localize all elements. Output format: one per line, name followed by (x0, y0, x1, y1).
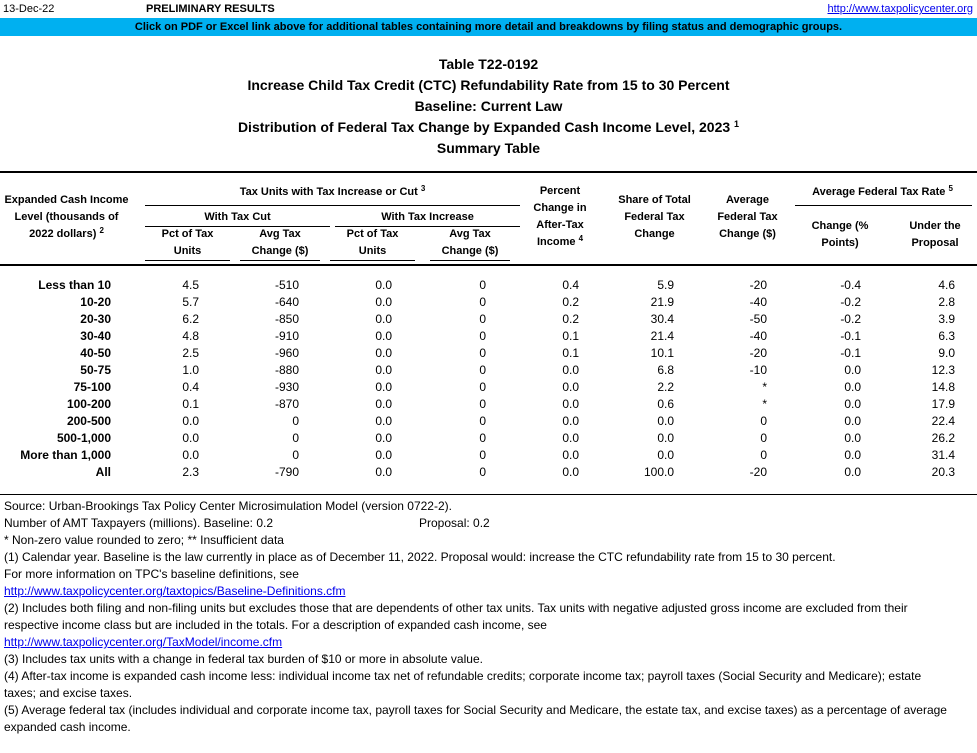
note-5a: (5) Average federal tax (includes individual and corporate income tax, payroll taxes for Social Security and Medicare, the estate tax, and excise taxes) as a percentage of average (4, 703, 947, 717)
distribution-title-text: Distribution of Federal Tax Change by Expanded Cash Income Level, 2023 (237, 119, 731, 135)
rate-change-header (800, 218, 880, 252)
rate-change-cell: -0.2 (840, 312, 861, 326)
income-level-cell: 40-50 (80, 346, 111, 360)
rate-change-cell: 0.0 (844, 380, 861, 394)
inc-avg-cell: 0 (479, 363, 486, 377)
table-id: Table T22-0192 (438, 56, 539, 72)
after-tax-cell: 0.0 (562, 363, 579, 377)
rate-under-cell: 2.8 (938, 295, 955, 309)
cut-pct-header (145, 226, 230, 260)
cut-avg-underline (240, 260, 320, 261)
amt-proposal: Proposal: 0.2 (419, 516, 490, 530)
after-tax-cell: 0.0 (562, 448, 579, 462)
after-tax-cell: 0.1 (562, 329, 579, 343)
avg-change-cell: * (762, 380, 767, 394)
rate-under-cell: 9.0 (938, 346, 955, 360)
inc-pct-cell: 0.0 (375, 329, 392, 343)
table-row (0, 345, 977, 362)
table-row (0, 311, 977, 328)
baseline-info: For more information on TPC's baseline definitions, see (4, 567, 299, 581)
avg-rate-group-note: 5 (948, 184, 953, 193)
footnotes (4, 498, 974, 736)
income-header-note: 2 (99, 226, 104, 235)
inc-avg-cell: 0 (479, 431, 486, 445)
table-row (0, 396, 977, 413)
share-cell: 30.4 (650, 312, 674, 326)
rate-under-cell: 26.2 (931, 431, 955, 445)
inc-pct-cell: 0.0 (375, 363, 392, 377)
cut-avg-line2: Change ($) (251, 245, 309, 257)
cut-avg-cell: -510 (274, 278, 299, 292)
avg-change-cell: -40 (749, 329, 767, 343)
avg-change-cell: -10 (749, 363, 767, 377)
share-cell: 10.1 (650, 346, 674, 360)
inc-avg-line1: Avg Tax (449, 228, 491, 240)
inc-pct-cell: 0.0 (375, 465, 392, 479)
cut-avg-cell: 0 (292, 431, 299, 445)
table-row (0, 430, 977, 447)
rate-under-header (895, 218, 975, 252)
rate-change-cell: -0.4 (840, 278, 861, 292)
after-tax-line1: Percent (539, 185, 581, 197)
after-tax-header (525, 183, 595, 251)
note-4b: taxes; and excise taxes. (4, 686, 133, 700)
rate-change-cell: 0.0 (844, 414, 861, 428)
inc-avg-cell: 0 (479, 329, 486, 343)
cut-pct-line2: Units (173, 245, 202, 257)
cut-avg-line1: Avg Tax (259, 228, 301, 240)
inc-pct-cell: 0.0 (375, 295, 392, 309)
inc-avg-header (430, 226, 510, 260)
note-1: (1) Calendar year. Baseline is the law currently in place as of December 11, 2022. Proposal would: increase the CTC refundability rate from 15 to 30 percent. (4, 550, 836, 564)
rate-change-cell: -0.1 (840, 346, 861, 360)
avg-change-cell: * (762, 397, 767, 411)
avg-change-cell: -40 (749, 295, 767, 309)
inc-avg-cell: 0 (479, 346, 486, 360)
share-line3: Change (634, 228, 675, 240)
rate-change-line1: Change (% (811, 220, 869, 232)
distribution-title-note: 1 (734, 119, 740, 129)
after-tax-line2: Change in (533, 202, 587, 214)
inc-avg-cell: 0 (479, 414, 486, 428)
income-level-cell: 200-500 (66, 414, 111, 428)
income-level-cell: 75-100 (73, 380, 111, 394)
cut-avg-cell: -850 (274, 312, 299, 326)
tax-units-group-header (145, 184, 520, 201)
rate-change-cell: -0.1 (840, 329, 861, 343)
share-cell: 0.0 (657, 431, 674, 445)
baseline-title: Baseline: Current Law (414, 98, 563, 114)
after-tax-cell: 0.0 (562, 414, 579, 428)
table-row (0, 464, 977, 481)
cut-avg-cell: -910 (274, 329, 299, 343)
share-cell: 0.6 (657, 397, 674, 411)
after-tax-cell: 0.4 (562, 278, 579, 292)
cut-pct-cell: 1.0 (182, 363, 199, 377)
share-cell: 21.9 (650, 295, 674, 309)
cut-avg-cell: -640 (274, 295, 299, 309)
inc-pct-cell: 0.0 (375, 278, 392, 292)
note-2a: (2) Includes both filing and non-filing units but excludes those that are dependents of other tax units. Tax units with negative adjusted gross income are excluded from their (4, 601, 908, 615)
avg-change-cell: -20 (749, 465, 767, 479)
share-line1: Share of Total (618, 194, 691, 206)
inc-avg-line2: Change ($) (441, 245, 499, 257)
rate-under-line2: Proposal (911, 237, 959, 249)
cut-avg-cell: 0 (292, 414, 299, 428)
table-row (0, 328, 977, 345)
cut-avg-cell: -790 (274, 465, 299, 479)
top-bar (0, 0, 977, 18)
table-title: Increase Child Tax Credit (CTC) Refundability Rate from 15 to 30 Percent (247, 77, 730, 93)
header-top-rule (0, 171, 977, 173)
note-3: (3) Includes tax units with a change in federal tax burden of $10 or more in absolute value. (4, 652, 483, 666)
income-level-cell: 30-40 (80, 329, 111, 343)
inc-avg-cell: 0 (479, 380, 486, 394)
table-titles (0, 54, 977, 159)
cut-pct-cell: 4.8 (182, 329, 199, 343)
cut-pct-cell: 2.3 (182, 465, 199, 479)
cut-avg-cell: -960 (274, 346, 299, 360)
note-5b: expanded cash income. (4, 720, 131, 734)
inc-pct-line1: Pct of Tax (346, 228, 399, 240)
share-cell: 6.8 (657, 363, 674, 377)
rate-under-cell: 4.6 (938, 278, 955, 292)
after-tax-cell: 0.0 (562, 465, 579, 479)
share-cell: 21.4 (650, 329, 674, 343)
cut-avg-cell: -930 (274, 380, 299, 394)
distribution-title (0, 117, 977, 138)
after-tax-note: 4 (578, 234, 584, 243)
tax-units-group-note: 3 (420, 184, 426, 193)
rate-under-cell: 6.3 (938, 329, 955, 343)
after-tax-cell: 0.0 (562, 397, 579, 411)
share-header (607, 192, 702, 243)
rate-under-cell: 12.3 (931, 363, 955, 377)
inc-avg-cell: 0 (479, 312, 486, 326)
cut-pct-cell: 0.0 (182, 431, 199, 445)
tax-units-underline (145, 205, 520, 206)
income-level-cell: All (95, 465, 111, 479)
cut-avg-header (240, 226, 320, 260)
cut-avg-cell: -870 (274, 397, 299, 411)
after-tax-line4 (525, 234, 595, 251)
cut-pct-line1: Pct of Tax (161, 228, 214, 240)
inc-pct-underline (330, 260, 415, 261)
rate-change-cell: 0.0 (844, 431, 861, 445)
income-level-cell: 20-30 (80, 312, 111, 326)
inc-avg-cell: 0 (479, 397, 486, 411)
avg-change-cell: -50 (749, 312, 767, 326)
after-tax-line4-text: Income (536, 236, 576, 248)
rate-change-cell: 0.0 (844, 363, 861, 377)
inc-pct-line2: Units (358, 245, 387, 257)
rate-change-cell: 0.0 (844, 465, 861, 479)
table-bottom-rule (0, 494, 977, 495)
inc-pct-cell: 0.0 (375, 397, 392, 411)
rate-under-cell: 3.9 (938, 312, 955, 326)
rate-under-cell: 20.3 (931, 465, 955, 479)
tpc-link[interactable]: http://www.taxpolicycenter.org (827, 3, 973, 15)
income-level-cell: 50-75 (80, 363, 111, 377)
rate-under-cell: 14.8 (931, 380, 955, 394)
share-cell: 2.2 (657, 380, 674, 394)
avg-change-cell: -20 (749, 346, 767, 360)
avg-change-line3: Change ($) (719, 228, 776, 240)
with-tax-cut-header: With Tax Cut (204, 211, 271, 223)
income-header-line1: Expanded Cash Income (4, 194, 129, 206)
inc-pct-cell: 0.0 (375, 414, 392, 428)
tax-units-group-text: Tax Units with Tax Increase or Cut (239, 186, 418, 198)
report-date: 13-Dec-22 (3, 3, 55, 15)
rate-under-cell: 17.9 (931, 397, 955, 411)
table-row (0, 413, 977, 430)
amt-line (4, 515, 974, 532)
cut-avg-cell: 0 (292, 448, 299, 462)
rate-under-cell: 31.4 (931, 448, 955, 462)
avg-change-header (710, 192, 785, 243)
info-banner: Click on PDF or Excel link above for additional tables containing more detail and breakdowns by filing status and demographic groups. (0, 18, 977, 36)
cut-pct-cell: 4.5 (182, 278, 199, 292)
source-note: Source: Urban-Brookings Tax Policy Center Microsimulation Model (version 0722-2). (4, 499, 452, 513)
data-table (0, 277, 977, 481)
share-cell: 100.0 (643, 465, 674, 479)
rate-change-cell: 0.0 (844, 397, 861, 411)
cut-pct-cell: 0.0 (182, 448, 199, 462)
table-row (0, 277, 977, 294)
avg-change-cell: -20 (749, 278, 767, 292)
cut-pct-cell: 6.2 (182, 312, 199, 326)
inc-avg-cell: 0 (479, 465, 486, 479)
income-header-line3 (0, 226, 133, 243)
after-tax-cell: 0.1 (562, 346, 579, 360)
after-tax-cell: 0.2 (562, 312, 579, 326)
header-bottom-rule (0, 264, 977, 266)
inc-pct-cell: 0.0 (375, 431, 392, 445)
income-level-cell: Less than 10 (38, 278, 111, 292)
cut-pct-underline (145, 260, 230, 261)
income-header-line2: Level (thousands of (14, 211, 119, 223)
avg-rate-group-text: Average Federal Tax Rate (812, 186, 946, 198)
note-2b: respective income class but are included in the totals. For a description of expanded cash income, see (4, 618, 547, 632)
income-level-cell: 100-200 (66, 397, 111, 411)
income-header-line3-text: 2022 dollars) (29, 228, 97, 240)
summary-title: Summary Table (436, 140, 541, 156)
note-4a: (4) After-tax income is expanded cash income less: individual income tax net of refundable credits; corporate income tax; payroll taxes (Social Security and Medicare); estate (4, 669, 922, 683)
rate-under-line1: Under the (909, 220, 961, 232)
preliminary-label: PRELIMINARY RESULTS (146, 3, 275, 15)
after-tax-cell: 0.0 (562, 380, 579, 394)
inc-avg-cell: 0 (479, 448, 486, 462)
rate-change-cell: 0.0 (844, 448, 861, 462)
income-level-cell: 10-20 (80, 295, 111, 309)
income-level-cell: 500-1,000 (56, 431, 111, 445)
after-tax-line3: After-Tax (536, 219, 584, 231)
inc-avg-cell: 0 (479, 278, 486, 292)
share-cell: 0.0 (657, 448, 674, 462)
avg-rate-group-header (795, 184, 970, 201)
cut-pct-cell: 5.7 (182, 295, 199, 309)
avg-rate-underline (795, 205, 972, 206)
avg-change-line2: Federal Tax (717, 211, 778, 223)
after-tax-cell: 0.2 (562, 295, 579, 309)
with-tax-increase-header: With Tax Increase (381, 211, 474, 223)
rate-change-cell: -0.2 (840, 295, 861, 309)
avg-change-cell: 0 (760, 431, 767, 445)
inc-pct-cell: 0.0 (375, 346, 392, 360)
after-tax-cell: 0.0 (562, 431, 579, 445)
nonzero-note: * Non-zero value rounded to zero; ** Insufficient data (4, 533, 284, 547)
table-row (0, 379, 977, 396)
inc-avg-underline (430, 260, 510, 261)
baseline-definitions-link[interactable]: http://www.taxpolicycenter.org/taxtopics/Baseline-Definitions.cfm (4, 584, 346, 598)
cut-pct-cell: 0.0 (182, 414, 199, 428)
inc-pct-cell: 0.0 (375, 380, 392, 394)
avg-change-cell: 0 (760, 414, 767, 428)
inc-pct-header (330, 226, 415, 260)
avg-change-cell: 0 (760, 448, 767, 462)
rate-change-line2: Points) (821, 237, 859, 249)
share-cell: 5.9 (657, 278, 674, 292)
cut-pct-cell: 0.4 (182, 380, 199, 394)
inc-pct-cell: 0.0 (375, 312, 392, 326)
income-definition-link[interactable]: http://www.taxpolicycenter.org/TaxModel/income.cfm (4, 635, 283, 649)
income-level-header (0, 192, 133, 243)
amt-baseline: Number of AMT Taxpayers (millions). Baseline: 0.2 (4, 516, 273, 530)
table-row (0, 294, 977, 311)
inc-pct-cell: 0.0 (375, 448, 392, 462)
table-row (0, 447, 977, 464)
cut-pct-cell: 2.5 (182, 346, 199, 360)
cut-pct-cell: 0.1 (182, 397, 199, 411)
rate-under-cell: 22.4 (931, 414, 955, 428)
table-row (0, 362, 977, 379)
income-level-cell: More than 1,000 (20, 448, 111, 462)
avg-change-line1: Average (725, 194, 769, 206)
inc-avg-cell: 0 (479, 295, 486, 309)
share-line2: Federal Tax (624, 211, 685, 223)
share-cell: 0.0 (657, 414, 674, 428)
cut-avg-cell: -880 (274, 363, 299, 377)
